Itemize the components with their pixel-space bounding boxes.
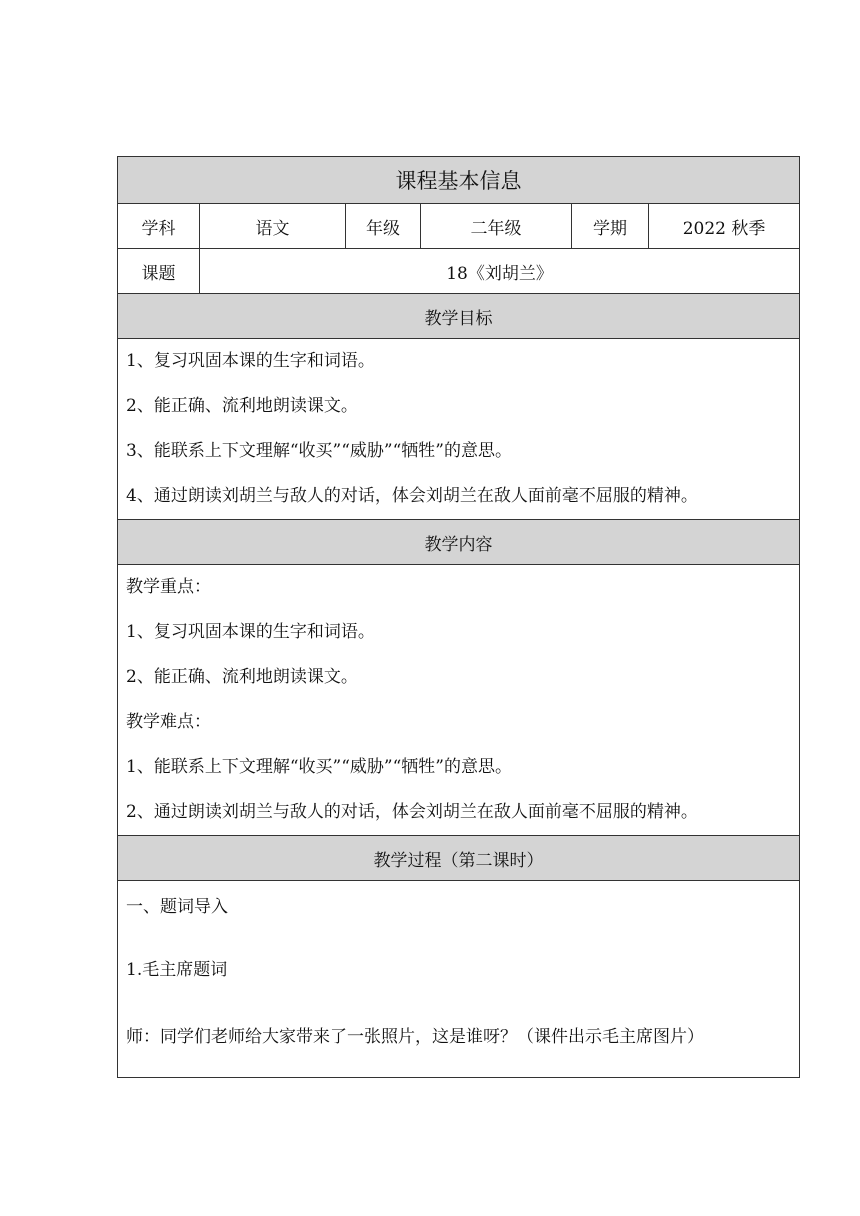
term-label: 学期 [572, 204, 649, 249]
key-points-label: 教学重点： [126, 577, 211, 597]
lesson-plan-document [117, 156, 799, 1078]
objectives-body-row [118, 339, 800, 520]
lesson-plan-table [117, 156, 800, 1078]
grade-value: 二年级 [421, 204, 572, 249]
term-value: 2022 秋季 [649, 204, 800, 249]
objective-item: 2、能正确、流利地朗读课文。 [126, 396, 358, 416]
topic-value: 18《刘胡兰》 [200, 249, 800, 294]
objective-item: 1、复习巩固本课的生字和词语。 [126, 351, 375, 371]
content-body-row [118, 565, 800, 836]
objectives-body [118, 339, 800, 520]
subject-value: 语文 [200, 204, 346, 249]
course-meta-row [118, 204, 800, 249]
content-header-row [118, 520, 800, 565]
topic-label: 课题 [118, 249, 200, 294]
objective-item: 4、通过朗读刘胡兰与敌人的对话，体会刘胡兰在敌人面前毫不屈服的精神。 [126, 486, 698, 506]
subject-label: 学科 [118, 204, 200, 249]
objective-item: 3、能联系上下文理解“收买”“威胁”“牺牲”的意思。 [126, 441, 512, 461]
objectives-header-row [118, 294, 800, 339]
objectives-title: 教学目标 [118, 294, 800, 339]
key-point-item: 1、复习巩固本课的生字和词语。 [126, 622, 375, 642]
course-info-title: 课程基本信息 [118, 157, 800, 204]
process-header-row [118, 836, 800, 881]
difficult-point-item: 1、能联系上下文理解“收买”“威胁”“牺牲”的意思。 [126, 757, 512, 777]
process-body-row [118, 881, 800, 1078]
process-line: 师：同学们老师给大家带来了一张照片，这是谁呀？（课件出示毛主席图片） [126, 1027, 704, 1047]
difficult-point-item: 2、通过朗读刘胡兰与敌人的对话，体会刘胡兰在敌人面前毫不屈服的精神。 [126, 802, 698, 822]
content-title: 教学内容 [118, 520, 800, 565]
course-info-header-row [118, 157, 800, 204]
process-line: 1.毛主席题词 [126, 960, 228, 980]
process-title: 教学过程（第二课时） [118, 836, 800, 881]
process-body [118, 881, 800, 1078]
topic-row [118, 249, 800, 294]
key-point-item: 2、能正确、流利地朗读课文。 [126, 667, 358, 687]
difficult-points-label: 教学难点： [126, 712, 211, 732]
process-line: 一、题词导入 [126, 897, 228, 917]
content-body [118, 565, 800, 836]
grade-label: 年级 [346, 204, 421, 249]
